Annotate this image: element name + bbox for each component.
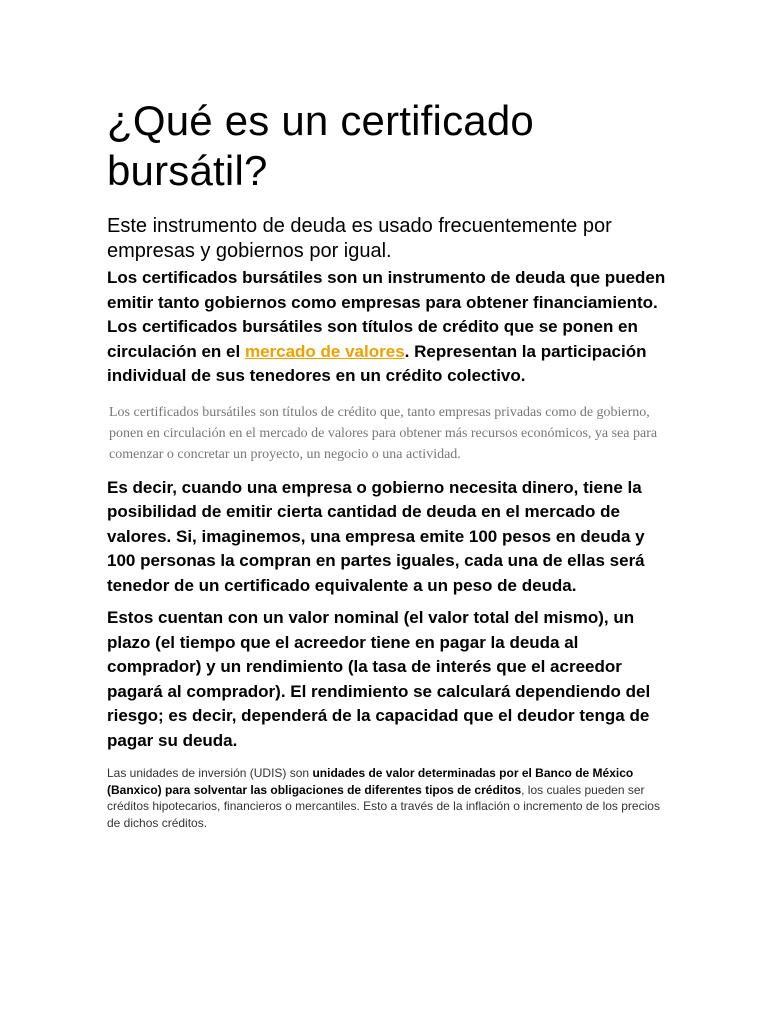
- paragraph-valor-nominal: Estos cuentan con un valor nominal (el valor total del mismo), un plazo (el tiempo que el acreedor tiene en pagar la deuda al comprador) y un rendimiento (la tasa de interés que el acreedor pagará al comprador). El rendimiento se calculará dependiendo del riesgo; es decir, dependerá de la capacidad que el deudor tenga de pagar su deuda.: [107, 608, 651, 750]
- udis-paragraph: [107, 765, 667, 831]
- intro-text-end: . Representan la participación individual de sus tenedores en un crédito colectivo.: [107, 341, 647, 385]
- paragraph-deuda-example: Es decir, cuando una empresa o gobierno necesita dinero, tiene la posibilidad de emitir cierta cantidad de deuda en el mercado de valores. Si, imaginemos, una empresa emite 100 pesos en deuda y 100 personas la compran en partes iguales, cada una de ellas será tenedor de un certificado equivalente a un peso de deuda.: [107, 477, 645, 595]
- intro-text-start: Los certificados bursátiles son un instrumento de deuda que pueden emitir tanto gobiernos como empresas para obtener financiamiento. Los certificados bursátiles son títulos de crédito que se ponen en circulación en el: [107, 268, 666, 361]
- article-subtitle: Este instrumento de deuda es usado frecuentemente por empresas y gobiernos por igual.: [107, 215, 612, 262]
- udis-text-start: Las unidades de inversión (UDIS) son: [107, 766, 313, 780]
- intro-paragraph: [107, 266, 667, 389]
- udis-definition-bold: unidades de valor determinadas por el Banco de México (Banxico) para solventar las obligaciones de diferentes tipos de créditos: [107, 766, 634, 797]
- article: [107, 96, 667, 831]
- quote-paragraph: Los certificados bursátiles son títulos de crédito que, tanto empresas privadas como de gobierno, ponen en circulación en el mercado de valores para obtener más recursos económicos, ya sea para comenzar o concretar un proyecto, un negocio o una actividad.: [109, 404, 658, 462]
- mercado-de-valores-link[interactable]: mercado de valores: [244, 341, 405, 361]
- udis-text-end: , los cuales pueden ser créditos hipotecarios, financieros o mercantiles. Esto a través de la inflación o incremento de los precios de dichos créditos.: [107, 782, 660, 830]
- article-title: ¿Qué es un certificado bursátil?: [107, 97, 534, 194]
